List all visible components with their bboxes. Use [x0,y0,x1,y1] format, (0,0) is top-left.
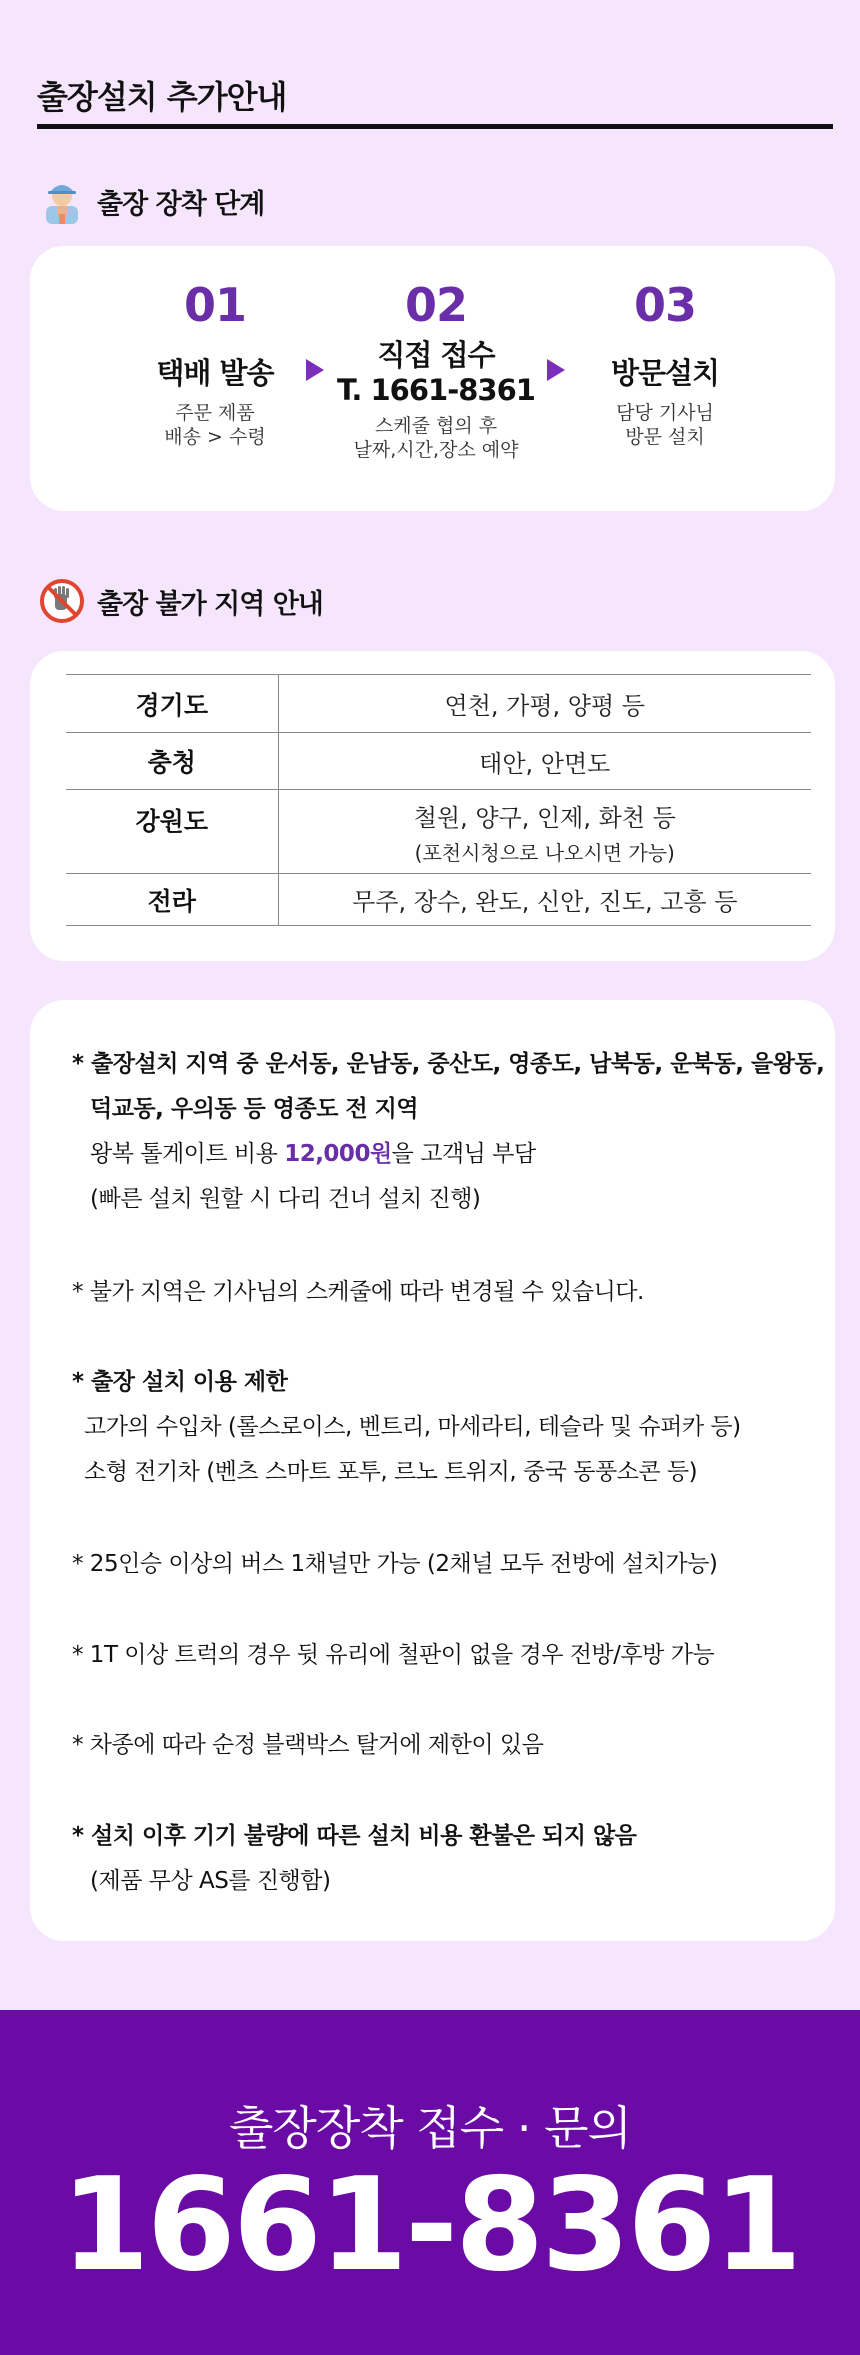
region-note: (포천시청으로 나오시면 가능) [414,840,675,865]
step-number: 02 [404,278,467,332]
note-line: 덕교동, 우의동 등 영종도 전 지역 [90,1096,419,1122]
no-entry-hand-icon [37,576,87,626]
note-tollgate [72,1042,824,1222]
step-number: 03 [633,278,696,332]
contact-phone-number[interactable]: 1661-8361 [60,2151,800,2300]
table-row [66,790,811,874]
note-line: * 출장 설치 이용 제한 [72,1369,288,1395]
step-desc-line2: 방문 설치 [625,426,705,449]
contact-footer [0,2010,860,2355]
note-factory-blackbox: * 차종에 따라 순정 블랙박스 탈거에 제한이 있음 [72,1732,544,1758]
restricted-heading: 출장 불가 지역 안내 [97,588,323,620]
title-underline [37,124,833,129]
note-schedule: * 불가 지역은 기사님의 스케줄에 따라 변경될 수 있습니다. [72,1279,644,1305]
note-line: 소형 전기차 (벤츠 스마트 포투, 르노 트위지, 중국 동풍소콘 등) [84,1459,698,1485]
restricted-regions-card [30,651,835,961]
step-name: 방문설치 [610,356,720,390]
note-truck: * 1T 이상 트럭의 경우 뒷 유리에 철판이 없을 경우 전방/후방 가능 [72,1642,715,1668]
region-areas: 철원, 양구, 인제, 화천 등 [413,803,676,832]
note-bus: * 25인승 이상의 버스 1채널만 가능 (2채널 모두 전방에 설치가능) [72,1551,718,1577]
contact-subtitle: 출장장착 접수 · 문의 [229,2101,631,2155]
note-text: 왕복 톨게이트 비용 [90,1141,285,1167]
notes-card [30,1000,835,1941]
restricted-regions-table [66,674,811,926]
region-name: 충청 [66,733,278,790]
installer-worker-icon [37,176,87,226]
region-areas: 무주, 장수, 완도, 신안, 진도, 고흥 등 [278,874,811,926]
step-number: 01 [183,278,246,332]
region-areas-cell [278,790,811,874]
note-line: (빠른 설치 원할 시 다리 건너 설치 진행) [90,1186,481,1212]
region-name: 경기도 [66,675,278,733]
process-step-1 [115,278,315,450]
step-name: 직접 접수 [377,338,495,372]
process-step-2 [336,278,536,463]
step-desc-line2: 배송 > 수령 [164,426,266,449]
process-card [30,246,835,511]
process-section-header [37,176,264,226]
restricted-section-header [37,576,323,626]
step-desc-line1: 스케줄 협의 후 [374,414,498,437]
table-row [66,874,811,926]
region-areas: 태안, 안면도 [278,733,811,790]
step-arrow-icon [547,359,565,381]
note-refund [72,1814,636,1904]
note-line: * 출장설치 지역 중 운서동, 운남동, 중산도, 영종도, 남북동, 운북동, 을왕동, [72,1051,825,1077]
step-desc-line2: 날짜,시간,장소 예약 [353,439,519,462]
note-line: 고가의 수입차 (롤스로이스, 벤트리, 마세라티, 테슬라 및 슈퍼카 등) [84,1414,741,1440]
page-title: 출장설치 추가안내 [37,78,287,116]
region-name: 전라 [66,874,278,926]
note-vehicle-limits [72,1360,741,1495]
step-name: 택배 발송 [156,356,274,390]
note-line: (제품 무상 AS를 진행함) [90,1868,331,1894]
region-name: 강원도 [66,790,278,874]
table-row [66,733,811,790]
step-desc-line1: 담당 기사님 [616,401,714,424]
toll-amount: 12,000원 [284,1141,392,1167]
region-areas: 연천, 가평, 양평 등 [278,675,811,733]
step-phone: T. 1661-8361 [337,372,535,407]
note-text: 을 고객님 부담 [391,1141,536,1167]
step-arrow-icon [306,359,324,381]
note-line: * 설치 이후 기기 불량에 따른 설치 비용 환불은 되지 않음 [72,1823,637,1849]
step-desc-line1: 주문 제품 [175,401,255,424]
table-row [66,675,811,733]
note-line [72,1132,824,1177]
process-heading: 출장 장착 단계 [97,188,265,220]
process-step-3 [565,278,765,450]
